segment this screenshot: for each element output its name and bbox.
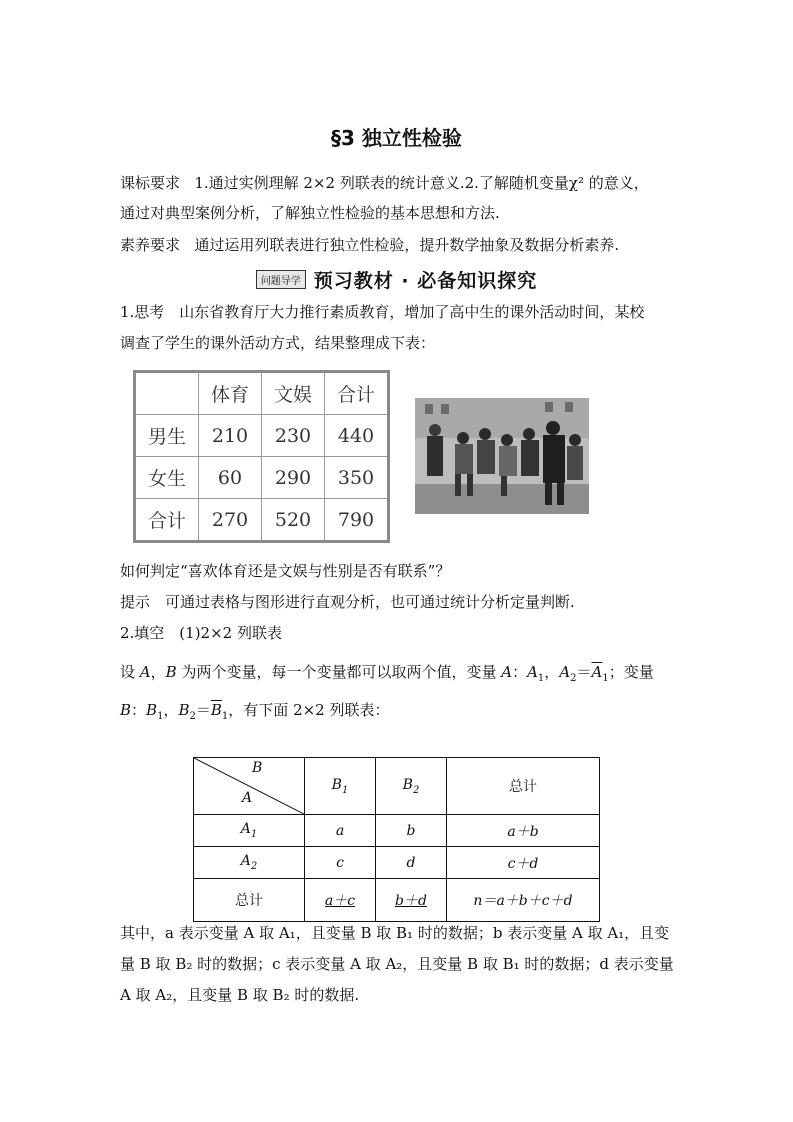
table-cell: 合计 [135,499,199,542]
table-header-cell: 文娱 [262,372,325,415]
setup-text: ： [131,701,147,719]
table-header-cell: 体育 [199,372,262,415]
row-a1 [194,815,305,847]
header-b1 [305,758,376,815]
standard-label: 课标要求 [120,174,181,192]
setup-text: ： [512,663,528,681]
setup-line-2 [120,699,390,728]
table-cell: 790 [325,499,389,542]
cell-d: d [376,847,447,879]
var-a1-bar: $\overline{A}$ [591,663,603,681]
fill-line: 2.填空 (1)2×2 列联表 [120,624,282,642]
literacy-label: 素养要求 [120,236,181,254]
table-cell: 230 [262,415,325,457]
standard-text-1: 1.通过实例理解 2×2 列联表的统计意义.2.了解随机变量χ² 的意义， [194,174,649,192]
var-a: A [501,663,513,681]
table-cell: 60 [199,457,262,499]
setup-text: ， [544,663,560,681]
cell-a-plus-c: a＋c [305,879,376,922]
table-cell: 男生 [135,415,199,457]
cell-b: b [376,815,447,847]
var-b1: B [146,701,158,719]
subscript: 1 [221,711,229,722]
explain-line-2: 量 B 取 B₂ 时的数据；c 表示变量 A 取 A₂，且变量 B 取 B₁ 时的数据；d 表示变量 [120,955,674,973]
question-line: 如何判定“喜欢体育还是文娱与性别是否有联系”？ [120,562,451,580]
table-row [194,847,600,879]
var-b: B [165,663,177,681]
students-activity-photo [415,398,589,514]
think-line-2: 调查了学生的课外活动方式，结果整理成下表： [120,334,436,352]
subscript: 2 [189,711,196,722]
cell-n-total: n＝a＋b＋c＋d [447,879,600,922]
subscript: 2 [570,673,577,684]
cell-c: c [305,847,376,879]
table-row [135,372,389,415]
explain-line-3: A 取 A₂，且变量 B 取 B₂ 时的数据. [120,986,360,1004]
var-a1: A [527,663,538,681]
var-b2: B [178,701,190,719]
setup-text: ， [150,663,166,681]
section-heading: 预习教材 · 必备知识探究 [313,270,538,292]
corner-cell [194,758,305,815]
subscript: 1 [250,828,258,840]
literacy-text: 通过运用列联表进行独立性检验，提升数学抽象及数据分析素养. [194,236,620,254]
table-cell: 350 [325,457,389,499]
table-cell: 520 [262,499,325,542]
section-banner [0,266,793,293]
table-row [194,758,600,815]
setup-text: 为两个变量，每一个变量都可以取两个值，变量 [176,663,502,681]
corner-label-a: A [242,790,253,806]
row-a2-label: A [240,853,251,870]
setup-text: ；变量 [608,663,654,681]
row-a2 [194,847,305,879]
header-b2 [376,758,447,815]
var-a: A [139,663,151,681]
corner-label-b: B [252,760,263,776]
table-header-cell: 合计 [325,372,389,415]
header-b2-label: B [402,776,413,793]
table-cell: 女生 [135,457,199,499]
table-cell: 270 [199,499,262,542]
table-row [194,879,600,922]
setup-text: ＝ [576,663,592,681]
literacy-line [120,234,619,256]
survey-table [133,370,390,543]
row-total: 总计 [194,879,305,922]
var-b: B [120,701,132,719]
cell-a: a [305,815,376,847]
photo-illustration [415,398,589,514]
subscript: 1 [602,673,609,684]
row-a1-label: A [240,821,251,838]
standard-line-2: 通过对典型案例分析，了解独立性检验的基本思想和方法. [120,204,500,222]
table-row [135,457,389,499]
cell-a-plus-b: a＋b [447,815,600,847]
var-a2: A [559,663,571,681]
table-cell: 440 [325,415,389,457]
header-total: 总计 [447,758,600,815]
setup-text: ， [163,701,179,719]
contingency-table [193,757,600,922]
setup-text: ，有下面 2×2 列联表： [228,701,390,719]
header-b1-label: B [331,776,342,793]
setup-text: ＝ [195,701,211,719]
standard-line-1 [120,172,649,194]
cell-b-plus-d: b＋d [376,879,447,922]
setup-text: 设 [120,663,140,681]
think-line-1: 1.思考 山东省教育厅大力推行素质教育，增加了高中生的课外活动时间，某校 [120,303,645,321]
table-cell: 210 [199,415,262,457]
table-cell: 290 [262,457,325,499]
setup-line-1 [120,661,654,690]
explain-line-1: 其中，a 表示变量 A 取 A₁，且变量 B 取 B₁ 时的数据；b 表示变量 A 取 A₁，且变 [120,924,670,942]
subscript: 2 [412,784,420,796]
table-cell [135,372,199,415]
subscript: 2 [250,860,258,872]
section-tag: 问题导学 [256,270,306,289]
hint-line: 提示 可通过表格与图形进行直观分析，也可通过统计分析定量判断. [120,593,575,611]
subscript: 1 [537,673,545,684]
var-b1-bar: $\overline{B}$ [210,701,222,719]
page-title: §3 独立性检验 [331,126,462,150]
table-row [135,499,389,542]
subscript: 1 [157,711,164,722]
table-row [194,815,600,847]
cell-c-plus-d: c＋d [447,847,600,879]
subscript: 1 [341,784,349,796]
table-row [135,415,389,457]
